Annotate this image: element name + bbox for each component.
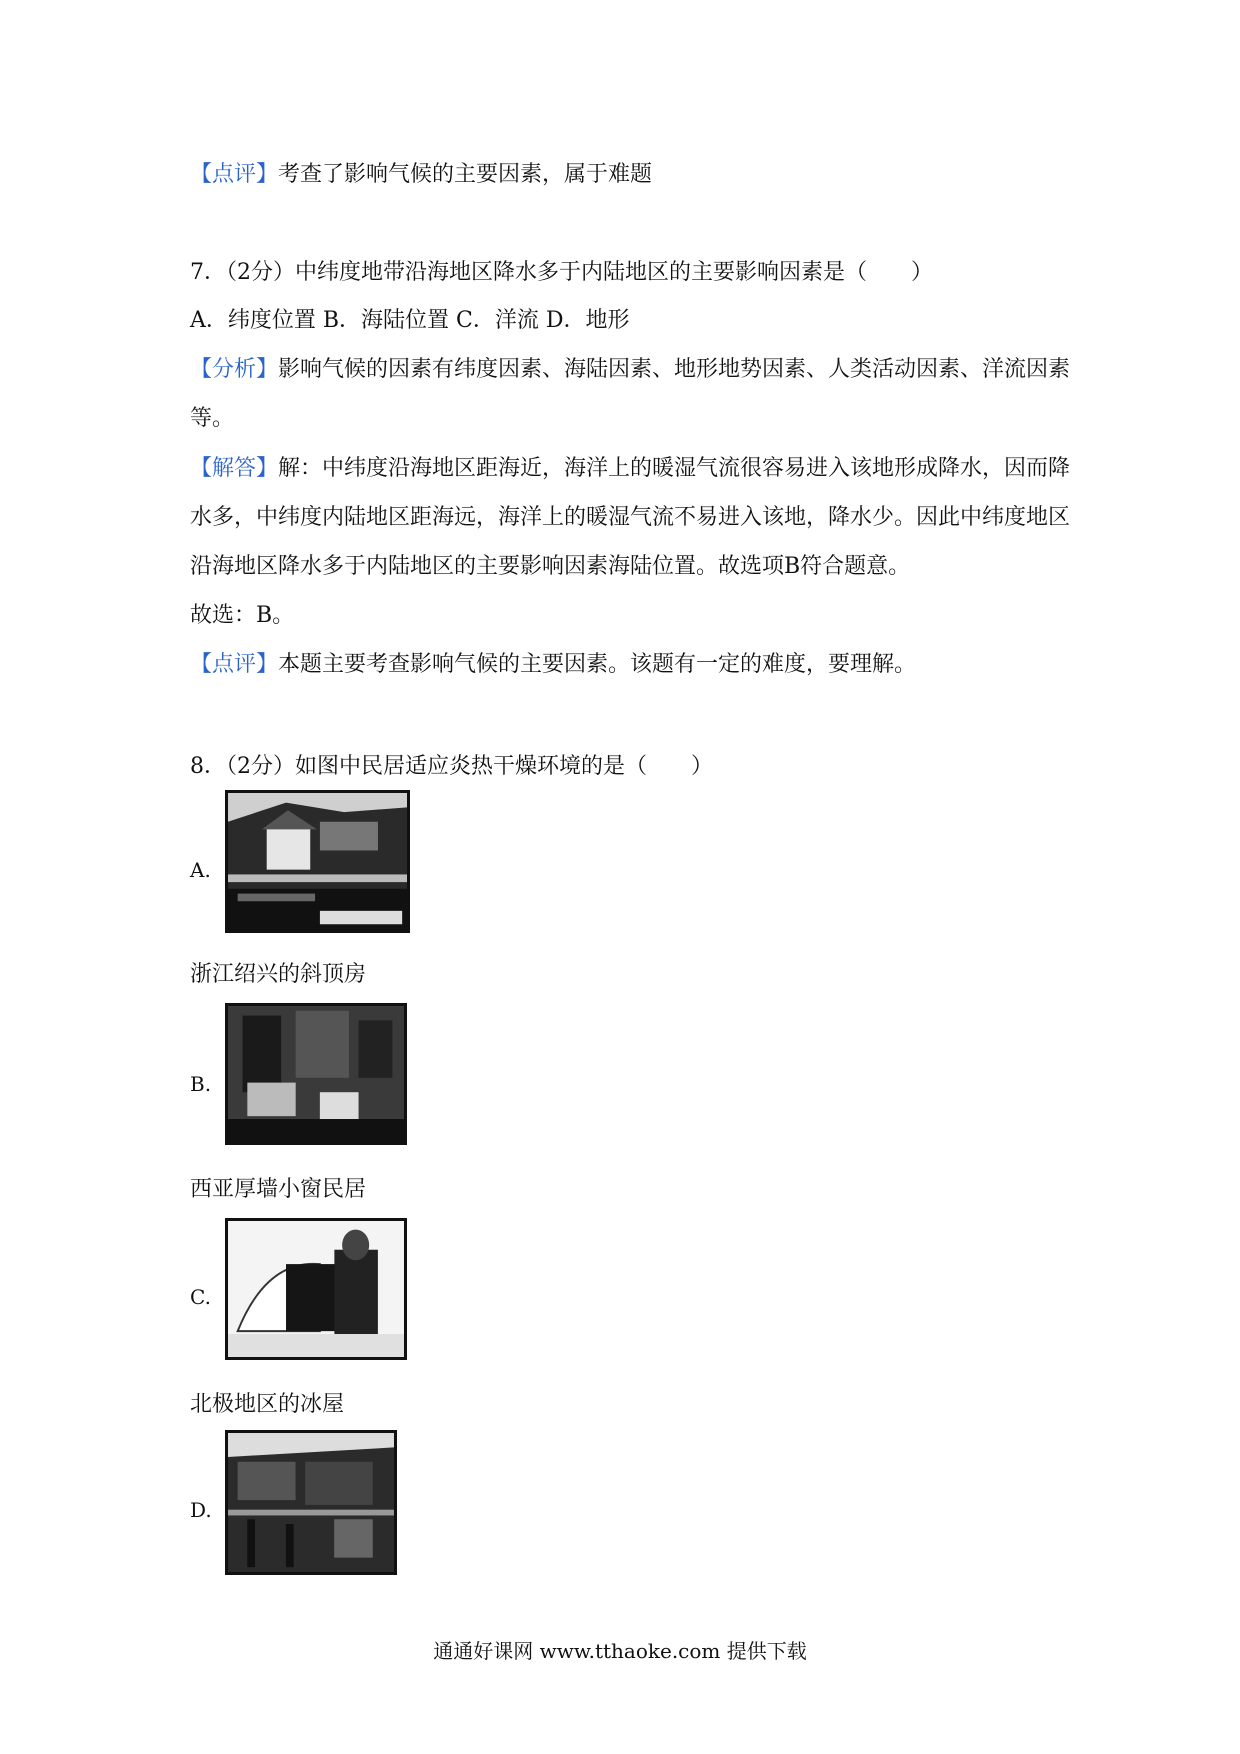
option-c-photo: [225, 1218, 407, 1360]
answer-choice: 故选：B。: [190, 603, 295, 628]
question-7-stem: 7．（2分）中纬度地带沿海地区降水多于内陆地区的主要影响因素是（ ）: [190, 260, 933, 285]
answer-text-3: 沿海地区降水多于内陆地区的主要影响因素海陆位置。故选项B符合题意。: [190, 554, 911, 579]
option-a-photo: [225, 790, 410, 933]
option-d-photo: [225, 1430, 397, 1575]
option-b-photo: [225, 1003, 407, 1145]
analysis-text-2: 等。: [190, 406, 235, 431]
review-text: 本题主要考查影响气候的主要因素。该题有一定的难度，要理解。: [278, 652, 917, 677]
review-tag: 【点评】: [190, 162, 279, 187]
question-8-stem: 8．（2分）如图中民居适应炎热干燥环境的是（ ）: [190, 754, 713, 779]
review-tag: 【点评】: [190, 652, 279, 677]
question-7-analysis: [190, 355, 1070, 385]
analysis-text-1: 影响气候的因素有纬度因素、海陆因素、地形地势因素、人类活动因素、洋流因素: [278, 357, 1071, 382]
option-d-label: D.: [190, 1498, 212, 1522]
option-a-label: A.: [190, 858, 211, 882]
answer-text-1: 解：中纬度沿海地区距海近，海洋上的暖湿气流很容易进入该地形成降水，因而降: [278, 456, 1071, 481]
option-c-label: C.: [190, 1285, 211, 1309]
question-7-options: A．纬度位置 B．海陆位置 C．洋流 D．地形: [190, 308, 630, 333]
option-b-label: B.: [190, 1072, 212, 1096]
option-c-caption: 北极地区的冰屋: [190, 1392, 345, 1417]
option-b-caption: 西亚厚墙小窗民居: [190, 1177, 367, 1202]
review-text: 考查了影响气候的主要因素，属于难题: [278, 162, 653, 187]
answer-text-2: 水多，中纬度内陆地区距海远，海洋上的暖湿气流不易进入该地，降水少。因此中纬度地区: [190, 505, 1071, 530]
page-footer: 通通好课网 www.tthaoke.com 提供下载: [433, 1639, 807, 1663]
option-a-caption: 浙江绍兴的斜顶房: [190, 962, 367, 987]
analysis-tag: 【分析】: [190, 357, 279, 382]
answer-tag: 【解答】: [190, 456, 279, 481]
review-line: [190, 160, 652, 190]
question-7-answer: [190, 454, 1070, 484]
question-7-review: [190, 650, 916, 680]
